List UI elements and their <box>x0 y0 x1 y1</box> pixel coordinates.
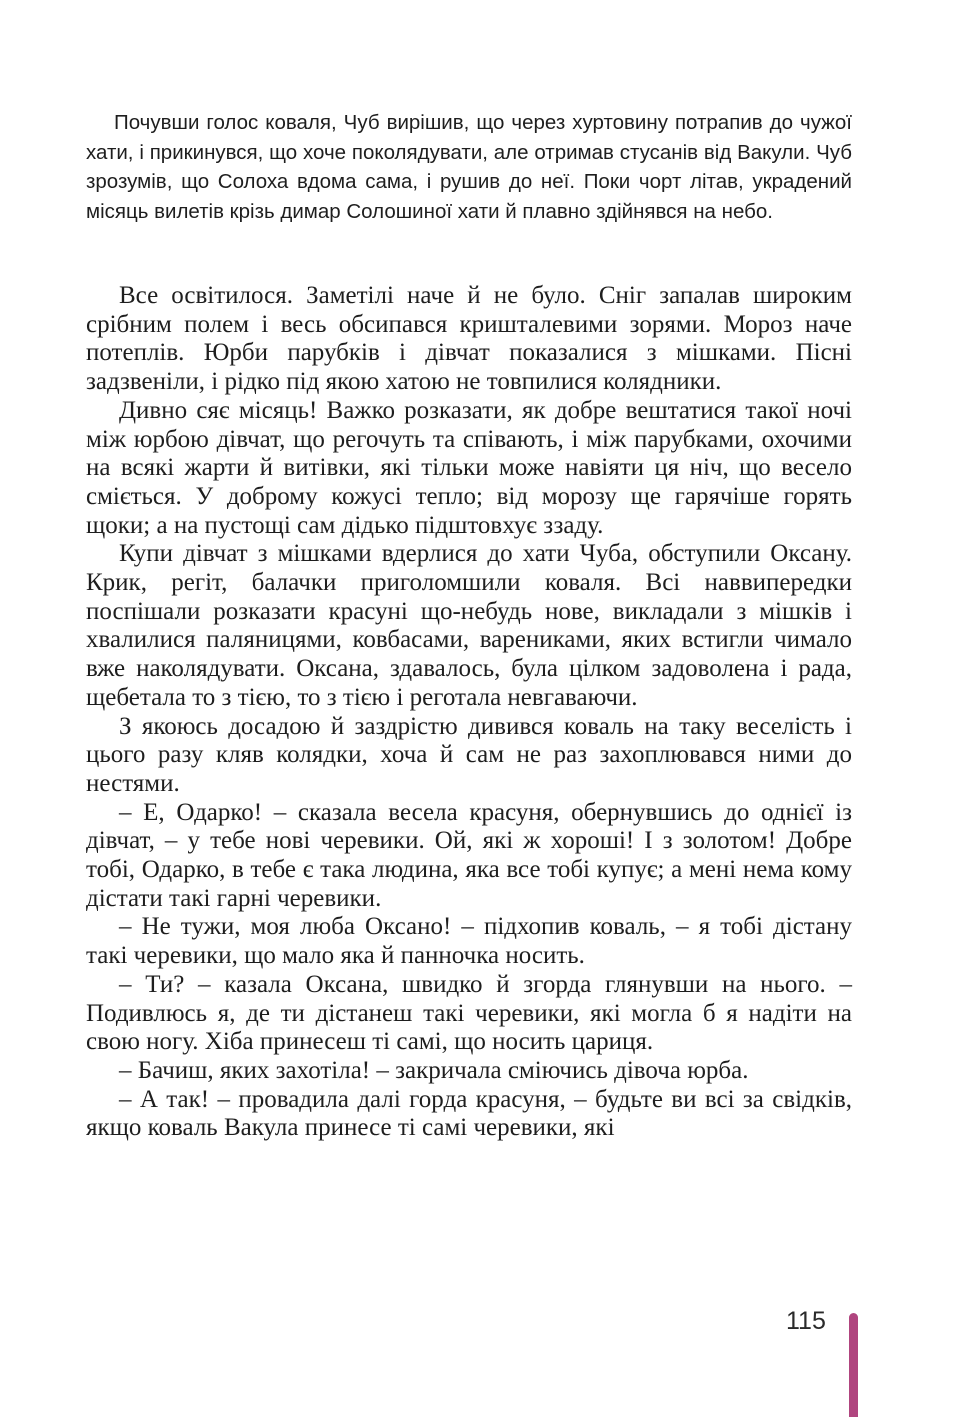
paragraph-crowd-laughs: – Бачиш, яких захотіла! – закричала сміючись дівоча юрба. <box>119 1056 749 1084</box>
paragraph-smith-promise: – Не тужи, моя люба Оксано! – підхопив коваль, – я тобі дістану такі черевики, що мало яка й панночка носить. <box>86 913 852 970</box>
paragraph-moonlight: Все освітилося. Заметілі наче й не було. Сніг запалав широким срібним полем і весь обсипався кришталевими зорями. Мороз наче потеплів. Юрби парубків і дівчат показалися з мішками. Пісні задзвеніли, і рідко під якою хатою не товпилися колядники. <box>86 282 852 396</box>
paragraph-night-walk: Дивно сяє місяць! Важко розказати, як добре вештатися такої ночі між юрбою дівчат, що регочуть та співають, і між парубками, охочими на всякі жарти й витівки, які тільки може навіяти ця ніч, що весело сміється. У доброму кожусі тепло; від морозу ще гарячіше горять щоки; а на пустощі сам дідько підштовхує ззаду. <box>86 396 852 539</box>
chapter-summary: Почувши голос коваля, Чуб вирішив, що через хуртовину потрапив до чужої хати, і прикинувся, що хоче поколядувати, але отримав стусанів від Вакули. Чуб зрозумів, що Солоха вдома сама, і рушив до неї. Поки чорт літав, украдений місяць вилетів крізь димар Солошиної хати й плавно здійнявся на небо. <box>86 111 852 223</box>
paragraph-envy: З якоюсь досадою й заздрістю дивився коваль на таку веселість і цього разу кляв колядки, хоча й сам не раз захоплювався ними до нестями. <box>86 712 852 797</box>
paragraph-proud-beauty: – А так! – провадила далі горда красуня, – будьте ви всі за свідків, якщо коваль Вакула принесе ті самі черевики, які <box>86 1085 852 1142</box>
story-text <box>86 282 852 1143</box>
paragraph-girls-arrive: Купи дівчат з мішками вдерлися до хати Чуба, обступили Оксану. Крик, регіт, балачки приголомшили коваля. Всі наввипередки поспішали розказати красуні що-небудь нове, викладали з мішків і хвалилися паляницями, ковбасами, варениками, яких встигли чимало вже наколядувати. Оксана, здавалось, була цілком задоволена і рада, щебетала то з тією, то з тією і реготала невгаваючи. <box>86 540 852 711</box>
page-edge-marker <box>849 1313 858 1417</box>
paragraph-oksana-reply: – Ти? – казала Оксана, швидко й згорда глянувши на нього. – Подивлюсь я, де ти дістанеш такі черевики, які могла б я надіти на свою ногу. Хіба принесеш ті самі, що носить цариця. <box>86 970 852 1056</box>
paragraph-odarka-shoes: – Е, Одарко! – сказала весела красуня, обернувшись до однієї із дівчат, – у тебе нові черевики. Ой, які ж хороші! І з золотом! Добре тобі, Одарко, в тебе є така людина, яка все тобі купує; а мені нема кому дістати такі гарні черевики. <box>86 798 852 912</box>
page-number: 115 <box>786 1307 826 1335</box>
